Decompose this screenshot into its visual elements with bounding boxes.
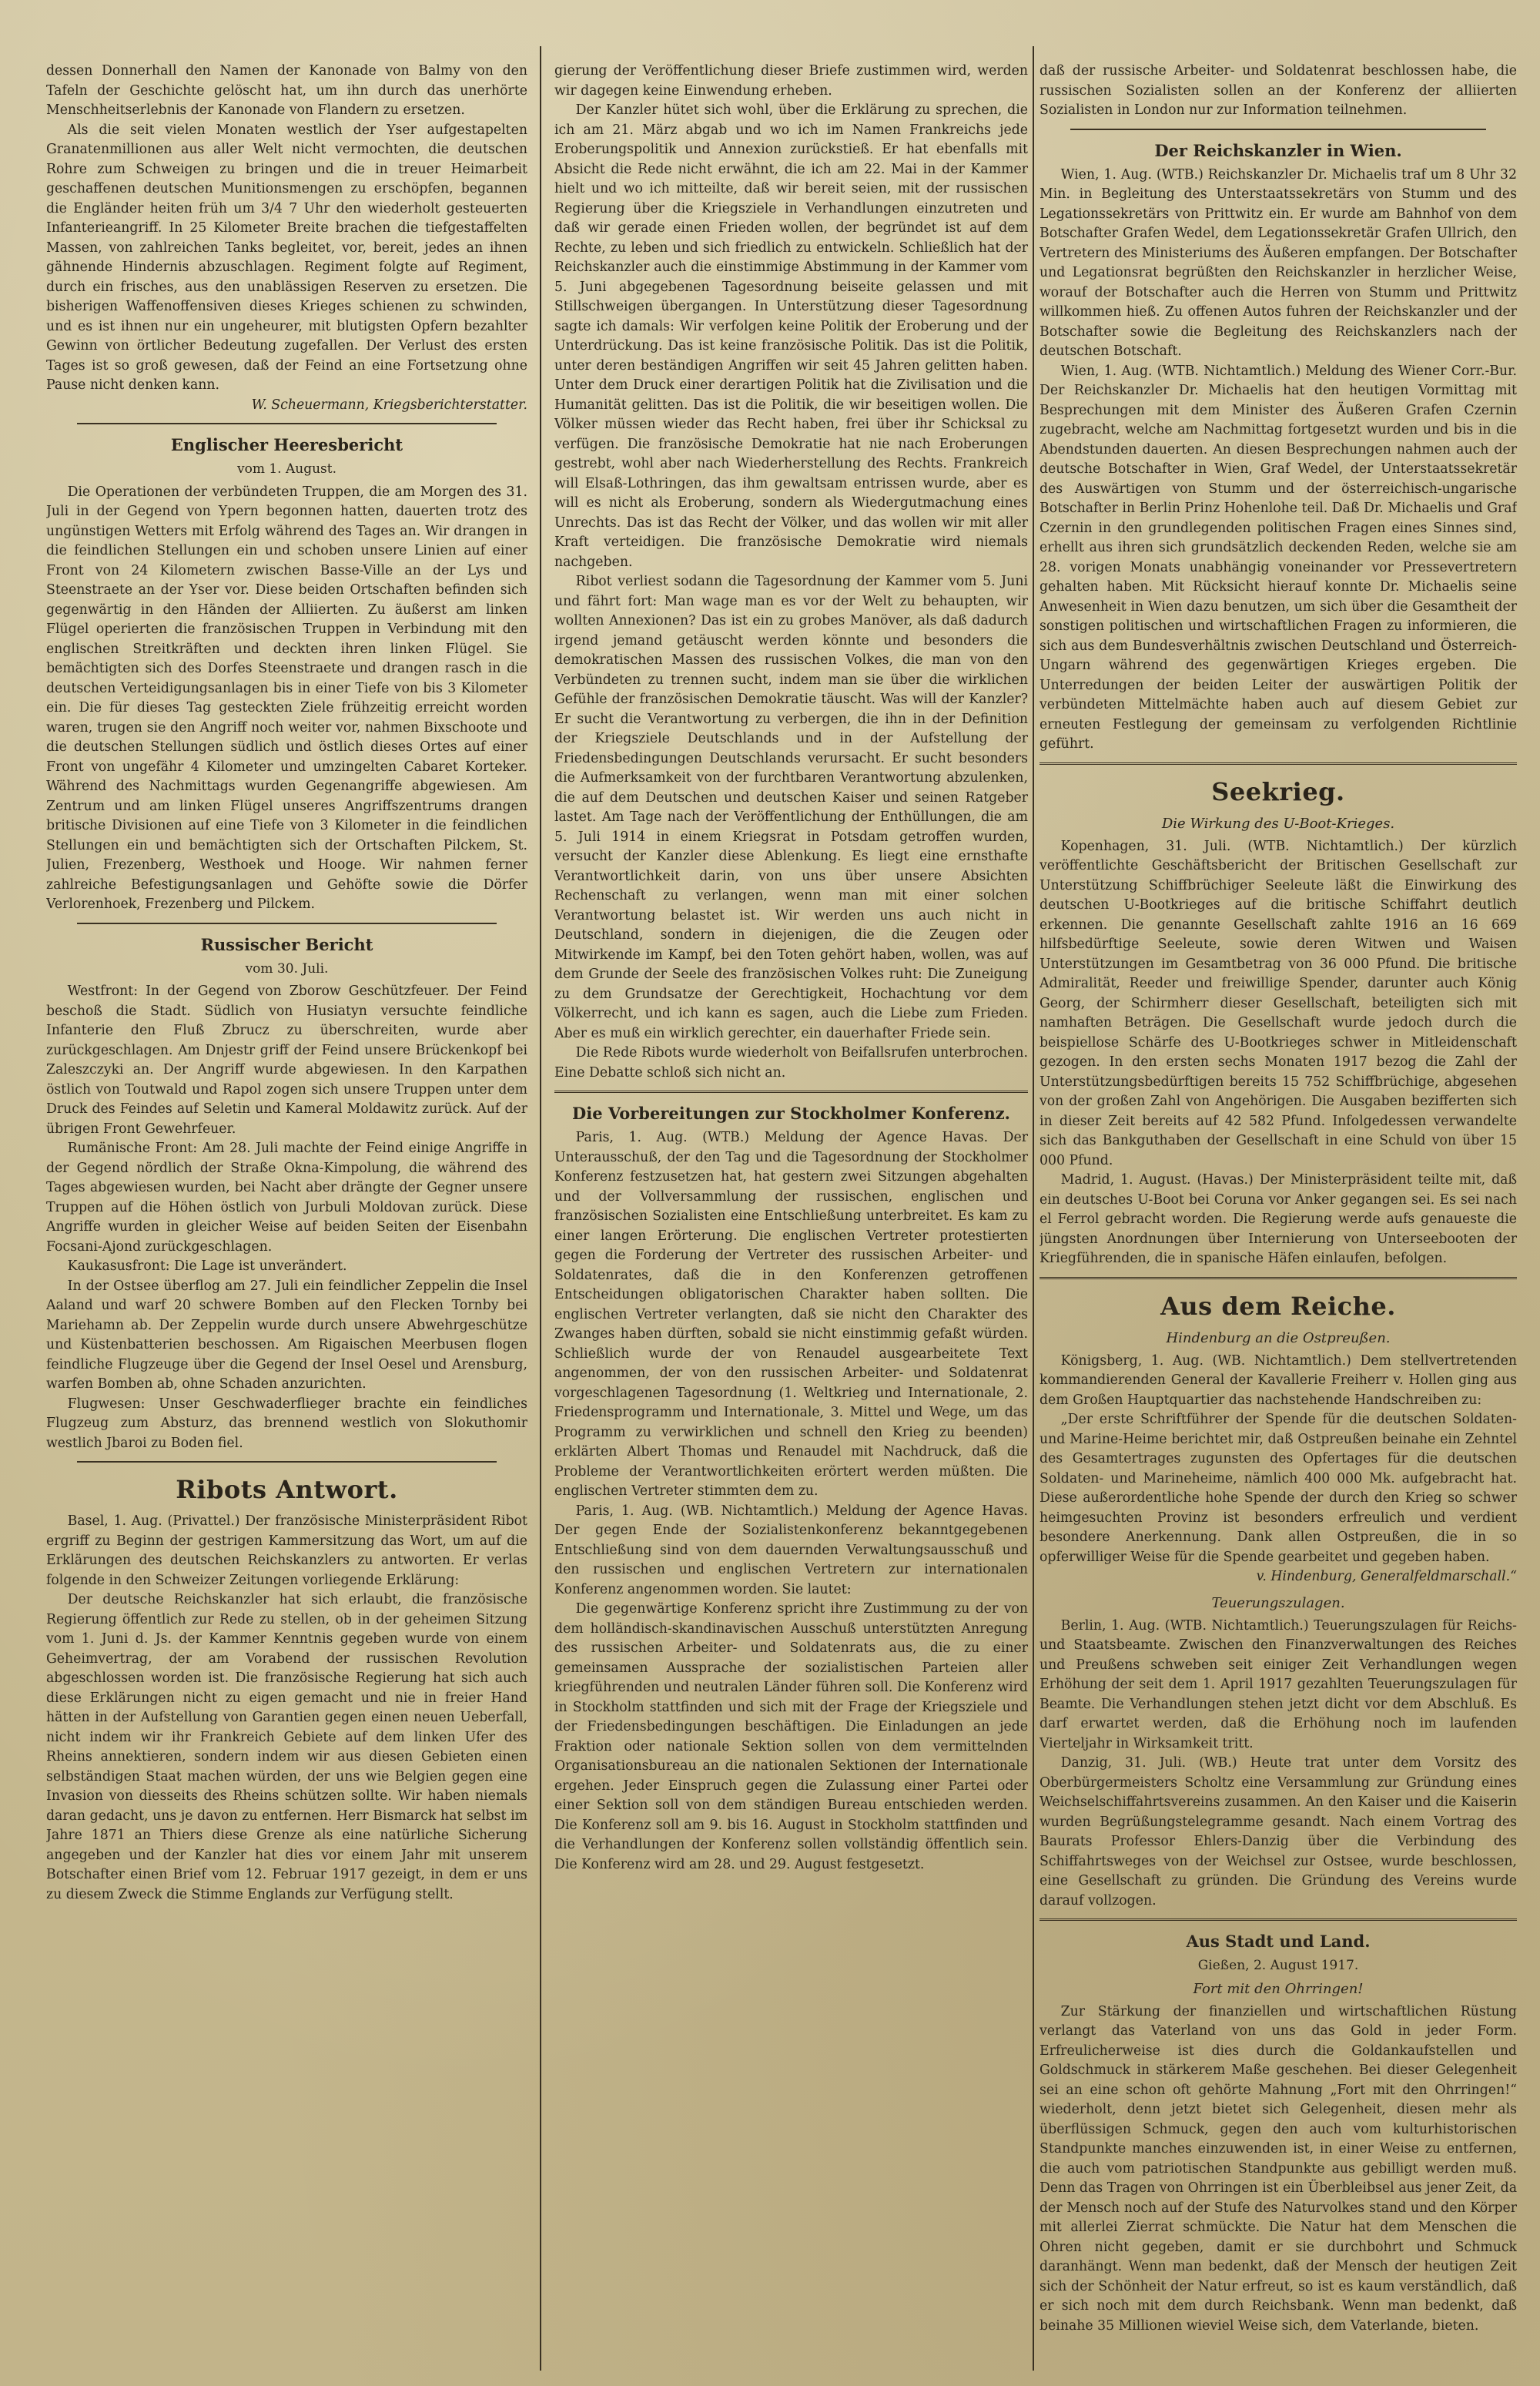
article-text: Basel, 1. Aug. (Privattel.) Der französische Ministerpräsident Ribot ergriff zu Beginn der gestrigen Kammersitzung das Wort, um auf die Erklärungen des deutschen Reichskanzlers zu antworten. Er verlas folgende in den Schweizer Zeitungen vorliegende Erklärung: bbox=[46, 1513, 527, 1588]
divider bbox=[554, 1091, 1028, 1093]
article-text: Kopenhagen, 31. Juli. (WTB. Nichtamtlich.) Der kürzlich veröffentlichte Geschäftsbericht der Britischen Gesellschaft zur Unterstützung Schiffbrüchiger Seeleute läßt die Einwirkung des deutschen U-Bootkrieges auf die britische Schiffahrt deutlich erkennen. Die genannte Gesellschaft zahlte 1916 an 16 669 hilfsbedürftige Seeleute, sowie deren Witwen und Waisen Unterstützungen im Gesamtbetrag von 36 000 Pfund. Die britische Admiralität, Reeder und freiwillige Spender, darunter auch König Georg, der Schirmherr dieser Gesellschaft, beteiligten sich mit namhaften Beträgen. Die Gesellschaft wurde jedoch durch die beispiellose Schärfe des U-Bootkrieges schwer in Mitleidenschaft gezogen. In den ersten sechs Monaten 1917 bezog die Zahl der Unterstützungsbedürftigen bereits 15 752 Schiffbrüchige, abgesehen von der großen Zahl von Angehörigen. Die Ausgaben bezifferten sich in dieser Zeit bereits auf 42 582 Pfund. Infolgedessen verwandelte sich das Bankguthaben der Gesellschaft in eine Schuld von über 15 000 Pfund. bbox=[1040, 838, 1517, 1168]
subheadline-uboat: Die Wirkung des U-Boot-Krieges. bbox=[1161, 815, 1395, 832]
column-rule bbox=[1033, 46, 1034, 2371]
report-date: vom 1. August. bbox=[236, 461, 336, 477]
article-text: Als die seit vielen Monaten westlich der Yser aufgestapelten Granatenmillionen aus aller Welt nicht vermochten, die deutschen Rohre zum Schweigen zu bringen und die in treuer Heimarbeit geschaffenen deutschen Munitionsmengen zu erschöpfen, begannen die Engländer heiten früh um 3/4 7 Uhr den wiederholt gesteuerten Infanterieangriff. In 25 Kilometer Breite brachen die tiefgestaffelten Massen, von zahlreichen Tanks begleitet, vor, bereit, jedes an ihnen gähnende Hindernis abzuschlagen. Regiment folgte auf Regiment, durch ein frisches, aus den unablässigen Reserven zu ersetzen. Die bisherigen Waffenoffensiven dieses Krieges schienen zu schwinden, und es ist ihnen nur ein ungeheurer, mit blutigsten Opfern bezahlter Gewinn von örtlicher Bedeutung zugefallen. Der Verlust des ersten Tages ist so groß gewesen, daß der Feind an eine Fortsetzung ohne Pause nicht denken kann. bbox=[46, 122, 527, 393]
article-text: Westfront: In der Gegend von Zborow Geschützfeuer. Der Feind beschoß die Stadt. Südlich von Husiatyn versuchte feindliche Infanterie den Fluß Zbrucz zu überschreiten, wurde aber zurückgeschlagen. Am Dnjestr griff der Feind unsere Brückenkopf bei Zaleszczyki an. Der Angriff wurde abgewiesen. In den Karpathen östlich von Toutwald und Rapol zogen sich unsere Truppen unter dem Druck des Feindes auf Seletin und Kameral Moldawitz zurück. Auf der übrigen Front Gewehrfeuer. bbox=[46, 984, 527, 1137]
article-text: Die Rede Ribots wurde wiederholt von Beifallsrufen unterbrochen. Eine Debatte schloß sich nicht an. bbox=[554, 1045, 1028, 1081]
article-text: Der deutsche Reichskanzler hat sich erlaubt, die französische Regierung öffentlich zur Rede zu stellen, ob in der geheimen Sitzung vom 1. Juni d. Js. der Kammer Kenntnis gegeben wurde von einem Geheimvertrag, der am Vorabend der russischen Revolution abgeschlossen worden ist. Die französische Regierung hat sich auch diese Erklärungen nicht zu eigen gemacht und nie in freier Hand hätten in der Aufstellung von Garantien gegen einen neuen Ueberfall, nicht indem wir ihr Frankreich Gebiete auf dem linken Ufer des Rheins annektieren, sondern indem wir aus diesen Gebieten einen selbständigen Staat machen würden, der uns wie Belgien gegen eine Invasion von diesseits des Rheins schützen sollte. Wir haben niemals daran gedacht, uns je davon zu entfernen. Herr Bismarck hat selbst im Jahre 1871 an Thiers diese Grenze als eine natürliche Sicherung angegeben und der Kanzler hat dies vor einem Jahr mit unserem Botschafter einen Brief vom 12. Februar 1917 gezeigt, in dem er uns zu diesem Zweck die Stimme Englands zur Verfügung stellt. bbox=[46, 1592, 527, 1902]
article-text: Paris, 1. Aug. (WB. Nichtamtlich.) Meldung der Agence Havas. Der gegen Ende der Sozialistenkonferenz bekanntgegebenen Entschließung sind von dem dauernden Verwaltungsausschuß und den russischen und englischen Vertretern zur internationalen Konferenz angenommen worden. Sie lautet: bbox=[554, 1503, 1028, 1597]
dateline: Gießen, 2. August 1917. bbox=[1197, 1958, 1359, 1973]
subheadline-earrings: Fort mit den Ohrringen! bbox=[1193, 1980, 1364, 1997]
article-text: dessen Donnerhall den Namen der Kanonade von Balmy von den Tafeln der Geschichte gelöscht hat, um ihn durch das unerhörte Menschheitserlebnis der Kanonade von Flandern zu ersetzen. bbox=[46, 63, 527, 118]
column-3 bbox=[1040, 62, 1517, 2372]
article-text: Der Kanzler hütet sich wohl, über die Erklärung zu sprechen, die ich am 21. März abgab und wo ich im Namen Frankreichs jede Eroberungspolitik und Annexion zurückstieß. Er hat ebenfalls mit Absicht die Rede nicht erwähnt, die ich am 22. Mai in der Kammer hielt und wo ich mitteilte, daß wir bereit seien, mit der russischen Regierung über die Kriegsziele in Verhandlungen einzutreten und daß wir gerade einen Frieden wollen, der begründet ist auf dem Rechte, zu leben und sich friedlich zu entwickeln. Schließlich hat der Reichskanzler auch die einstimmige Abstimmung in der Kammer vom 5. Juni abgegebenen Tagesordnung beiseite gelassen und mit Stillschweigen übergangen. In Unterstützung dieser Tagesordnung sagte ich damals: Wir verfolgen keine Politik der Eroberung und der Unterdrückung. Das ist keine französische Politik. Das ist die Politik, unter deren beständigen Angriffen wir seit 45 Jahren gelitten haben. Unter dem Druck einer derartigen Politik hat die Zivilisation und die Humanität gelitten. Das ist die Politik, die wir beseitigen wollen. Die Völker müssen wieder das Recht haben, frei über ihr Schicksal zu verfügen. Die französische Demokratie hat nie nach Eroberungen gestrebt, wohl aber nach Wiederherstellung des Rechts. Frankreich will Elsaß-Lothringen, das ihm gewaltsam entrissen wurde, aber es will es nicht als Eroberung, sondern als Wiedergutmachung eines Unrechts. Das ist das Recht der Völker, und das wollen wir mit aller Kraft verteidigen. Die französische Demokratie wird niemals nachgeben. bbox=[554, 102, 1028, 570]
byline: W. Scheuermann, Kriegsberichterstatter. bbox=[251, 397, 527, 413]
headline-ribot: Ribots Antwort. bbox=[176, 1475, 398, 1504]
article-text: Madrid, 1. August. (Havas.) Der Ministerpräsident teilte mit, daß ein deutsches U-Boot bei Coruna vor Anker gegangen sei. Es sei nach el Ferrol gebracht worden. Die Regierung werde aufs genaueste die jüngsten Anordnungen über Internierung von Unterseebooten der Kriegführenden, die in spanische Häfen einlaufen, befolgen. bbox=[1040, 1172, 1517, 1266]
article-text: Kaukasusfront: Die Lage ist unverändert. bbox=[67, 1258, 347, 1274]
article-text: Wien, 1. Aug. (WTB. Nichtamtlich.) Meldung des Wiener Corr.-Bur. Der Reichskanzler Dr. Michaelis hat den heutigen Vormittag mit Besprechungen mit dem Minister des Äußeren Grafen Czernin zugebracht, welche am Nachmittag fortgesetzt wurden und bis in die Abendstunden dauerten. An diesen Besprechungen nahmen auch der deutsche Botschafter in Wien, Graf Wedel, der Unterstaatssekretär des Auswärtigen von Stumm und der österreichisch-ungarische Botschafter in Berlin Prinz Hohenlohe teil. Daß Dr. Michaelis und Graf Czernin in den grundlegenden politischen Fragen eines Sinnes sind, erhellt aus ihren sich grundsätzlich deckenden Reden, welche sie am 28. vorigen Monats unabhängig voneinander vor Pressevertretern gehalten haben. Mit Rücksicht hierauf konnte Dr. Michaelis seine Anwesenheit in Wien dazu benutzen, um sich über die Gesamtheit der sonstigen politischen und wirtschaftlichen Fragen zu informieren, die sich aus dem Bundesverhältnis zwischen Deutschland und Österreich-Ungarn während des gegenwärtigen Krieges ergeben. Die Unterredungen der beiden Leiter der auswärtigen Politik der verbündeten Mittelmächte haben auch auf diesem Gebiet zur erneuten Festlegung der gemeinsam zu verfolgenden Richtlinie geführt. bbox=[1040, 363, 1517, 752]
signature: v. Hindenburg, Generalfeldmarschall.“ bbox=[1256, 1569, 1517, 1584]
article-text: Die gegenwärtige Konferenz spricht ihre Zustimmung zu der von dem holländisch-skandinavischen Ausschuß unterstützten Anregung des russischen Arbeiter- und Soldatenrats aus, die zu einer gemeinsamen Aussprache der sozialistischen Parteien aller kriegführenden und neutralen Länder führen soll. Die Konferenz wird in Stockholm stattfinden und sich mit der Frage der Kriegsziele und der Friedensbedingungen beschäftigen. Die Einladungen an jede Fraktion oder nationale Sektion sollen von dem vermittelnden Organisationsbureau an die nationalen Sektionen der Internationale ergehen. Jeder Einspruch gegen die Zulassung einer Partei oder einer Sektion soll von dem ständigen Bureau entschieden werden. Die Konferenz soll am 9. bis 16. August in Stockholm stattfinden und die Verhandlungen der Konferenz sollen vollständig öffentlich sein. Die Konferenz wird am 28. und 29. August festgesetzt. bbox=[554, 1601, 1028, 1872]
divider bbox=[1040, 1277, 1517, 1279]
divider bbox=[1040, 1919, 1517, 1921]
divider bbox=[1070, 129, 1486, 130]
headline-english-report: Englischer Heeresbericht bbox=[170, 435, 403, 454]
column-rule bbox=[540, 46, 541, 2371]
article-text: Königsberg, 1. Aug. (WB. Nichtamtlich.) Dem stellvertretenden kommandierenden General der Kavallerie Freiherr v. Hollen ging aus dem Großen Hauptquartier das nachstehende Handschreiben zu: bbox=[1040, 1352, 1517, 1408]
headline-chancellor-vienna: Der Reichskanzler in Wien. bbox=[1154, 140, 1402, 160]
article-text: In der Ostsee überflog am 27. Juli ein feindlicher Zeppelin die Insel Aaland und warf 20 schwere Bomben auf den Flecken Tornby bei Mariehamn ab. Der Zeppelin wurde durch unsere Abwehrgeschütze und Küstenbatterien beschossen. Am Rigaischen Meerbusen flogen feindliche Flugzeuge über die Gegend der Insel Oesel und Arensburg, warfen Bomben ab, ohne Schaden anzurichten. bbox=[46, 1278, 527, 1392]
article-text: Danzig, 31. Juli. (WB.) Heute trat unter dem Vorsitz des Oberbürgermeisters Scholtz eine Versammlung zur Gründung eines Weichselschiffahrtsvereins zusammen. An den Kaiser und die Kaiserin wurden Begrüßungstelegramme gesandt. Nach einem Vortrag des Baurats Professor Ehlers-Danzig über die Verbindung des Schiffahrtsweges von der Weichsel zur Ostsee, wurde beschlossen, eine Gesellschaft zu gründen. Die Gründung des Vereins wurde darauf vollzogen. bbox=[1040, 1755, 1517, 1908]
headline-stockholm: Die Vorbereitungen zur Stockholmer Konferenz. bbox=[572, 1104, 1010, 1123]
divider bbox=[77, 1461, 497, 1463]
column-2 bbox=[554, 62, 1028, 2372]
headline-city-and-country: Aus Stadt und Land. bbox=[1186, 1932, 1371, 1951]
article-text: Wien, 1. Aug. (WTB.) Reichskanzler Dr. Michaelis traf um 8 Uhr 32 Min. in Begleitung des Unterstaatssekretärs von Stumm und des Legationssekretärs von Prittwitz ein. Er wurde am Bahnhof von dem Botschafter Grafen Wedel, dem Legationssekretär Grafen Ullrich, den Vertretern des Ministeriums des Äußeren empfangen. Der Botschafter und Legationsrat begrüßten den Reichskanzler in herzlicher Weise, worauf der Botschafter auch die Herren von Stumm und Prittwitz willkommen hieß. Zu offenen Autos fuhren der Reichskanzler und der Botschafter sowie die Begleitung des Reichskanzlers nach der deutschen Botschaft. bbox=[1040, 166, 1517, 359]
headline-from-the-reich: Aus dem Reiche. bbox=[1160, 1291, 1396, 1321]
divider bbox=[77, 923, 497, 924]
article-text: „Der erste Schriftführer der Spende für die deutschen Soldaten- und Marine-Heime berichtet mir, daß Ostpreußen beinahe ein Zehntel des Gesamtertrages zugunsten des Opfertages für die deutschen Soldaten- und Marineheime, nämlich 400 000 Mk. aufgebracht hat. Diese außerordentliche hohe Spende der durch den Krieg so schwer heimgesuchten Provinz ist besonders erfreulich und verdient besondere Anerkennung. Dank allen Ostpreußen, die in so opferwilliger Weise für die Spende gearbeitet und gegeben haben. bbox=[1040, 1412, 1517, 1565]
article-text: Rumänische Front: Am 28. Juli machte der Feind einige Angriffe in der Gegend nördlich der Straße Okna-Kimpolung, die während des Tages abgewiesen wurden, bei Nacht aber drängte der Gegner unsere Truppen auf die Höhen östlich von Jurbuli Moldovan zurück. Diese Angriffe wurden in gleicher Weise auf beiden Seiten der Eisenbahn Focsani-Ajond zurückgeschlagen. bbox=[46, 1141, 527, 1255]
subheadline-hindenburg: Hindenburg an die Ostpreußen. bbox=[1166, 1329, 1391, 1346]
article-text: gierung der Veröffentlichung dieser Briefe zustimmen wird, werden wir dagegen keine Einwendung erheben. bbox=[554, 63, 1028, 99]
divider bbox=[1040, 762, 1517, 765]
column-1 bbox=[46, 62, 527, 2372]
article-text: Ribot verliest sodann die Tagesordnung der Kammer vom 5. Juni und fährt fort: Man wage man es vor der Welt zu behaupten, wir wollten Annexionen? Das ist ein zu grobes Manöver, als daß dadurch irgend jemand getäuscht werden könnte und besonders die demokratischen Massen des russischen Volkes, die man von den Verbündeten zu trennen sucht, indem man sie über die wirklichen Gefühle der französischen Demokratie täuscht. Was will der Kanzler? Er sucht die Verantwortung zu verbergen, die ihn in der Definition der Kriegsziele Deutschlands und in der Aufstellung der Friedensbedingungen Deutschlands verursacht. Er sucht besonders die Aufmerksamkeit von der furchtbaren Verantwortung abzulenken, die auf dem Deutschen und deutschen Kaiser und seinen Ratgeber lastet. Am Tage nach der Veröffentlichung der Enthüllungen, die am 5. Juli 1914 in einem Kriegsrat in Potsdam getroffen wurden, versucht der Kanzler diese Ablenkung. Es liegt eine ernsthafte Verantwortlichkeit darin, von uns über unsere Absichten Rechenschaft zu verlangen, wenn man mit einer solchen Verantwortung belastet ist. Wir werden uns auch nicht in Deutschland, sondern in diejenigen, die die Zeugen oder Mitwirkende im Kampf, bei den Toten gehört haben, wollen, was auf dem Grunde der Seele des französischen Volkes ruht: Die Zuneigung zu dem Grundsatze der Gerechtigkeit, Hochachtung vor dem Völkerrecht, und ich kann es sagen, auch die Liebe zum Frieden. Aber es muß ein wirklich gerechter, ein dauerhafter Friede sein. bbox=[554, 574, 1028, 1041]
headline-naval-war: Seekrieg. bbox=[1211, 776, 1345, 806]
article-text: Die Operationen der verbündeten Truppen, die am Morgen des 31. Juli in der Gegend von Ypern begonnen hatten, dauerten trotz des ungünstigen Wetters mit Erfolg während des Tages an. Wir drangen in die feindlichen Stellungen ein und schoben unsere Linien auf einer Front von 24 Kilometern zwischen Basse-Ville an der Lys und Steenstraete an der Yser vor. Diese beiden Ortschaften befinden sich gegenwärtig in den Händen der Alliierten. Zu äußerst am linken Flügel operierten die französischen Truppen in Verbindung mit den englischen Streitkräften und deckten ihren linken Flügel. Sie bemächtigten sich des Dorfes Steenstraete und drangen rasch in die deutschen Verteidigungsanlagen bis in einer Tiefe von bis 3 Kilometer ein. Die für dieses Tag gesteckten Ziele frühzeitig erreicht worden waren, trugen sie den Angriff noch weiter vor, nahmen Bixschoote und die deutschen Stellungen südlich und östlich dieses Ortes auf einer Front von ungefähr 4 Kilometer und umzingelten Cabaret Korteker. Während des Nachmittags wurden Gegenangriffe abgewiesen. Am Zentrum und am linken Flügel unseres Angriffszentrums drangen britische Divisionen auf eine Tiefe von 3 Kilometer in die feindlichen Stellungen ein und bemächtigten sich der Ortschaften Pilckem, St. Julien, Frezenberg, Westhoek und Hooge. Wir nahmen ferner zahlreiche Befestigungsanlagen und Gehöfte sowie die Dörfer Verlorenhoek, Frezenberg und Pilckem. bbox=[46, 484, 527, 912]
article-text: daß der russische Arbeiter- und Soldatenrat beschlossen habe, die russischen Sozialisten sollen an der Konferenz der alliierten Sozialisten in London nur zur Information teilnehmen. bbox=[1040, 63, 1517, 118]
article-text: Paris, 1. Aug. (WTB.) Meldung der Agence Havas. Der Unterausschuß, der den Tag und die Tagesordnung der Stockholmer Konferenz festzusetzen hat, hat gestern zwei Sitzungen abgehalten und der Vollversammlung der russischen, englischen und französischen Sozialisten eine Entschließung unterbreitet. Es kam zu einer langen Erörterung. Die englischen Vertreter protestierten gegen die Forderung der Vertreter des russischen Arbeiter- und Soldatenrates, daß die in den Konferenzen getroffenen Entscheidungen obligatorischen Charakter haben sollten. Die englischen Vertreter verlangten, daß sie nicht den Charakter des Zwanges haben dürften, sobald sie nicht einstimmig gefaßt würden. Schließlich wurde der von Renaudel ausgearbeitete Text angenommen, der von den russischen Arbeiter- und Soldatenrat vorgeschlagenen Tagesordnung (1. Weltkrieg und Internationale, 2. Friedensprogramm und Internationale, 3. Mittel und Wege, um das Programm zu verwirklichen und schnell den Krieg zu beenden) erklärten Albert Thomas und Renaudel mit Nachdruck, daß die Probleme der Verantwortlichkeiten erörtert werden müßten. Die englischen Vertreter stimmten dem zu. bbox=[554, 1130, 1028, 1499]
report-date: vom 30. Juli. bbox=[245, 960, 329, 977]
article-text: Flugwesen: Unser Geschwaderflieger brachte ein feindliches Flugzeug zum Absturz, das brennend westlich von Slokuthomir westlich Jbaroi zu Boden fiel. bbox=[46, 1396, 527, 1451]
headline-russian-report: Russischer Bericht bbox=[200, 934, 373, 954]
subheadline-cost-of-living: Teuerungszulagen. bbox=[1211, 1594, 1345, 1611]
article-text: Berlin, 1. Aug. (WTB. Nichtamtlich.) Teuerungszulagen für Reichs- und Staatsbeamte. Zwischen den Finanzverwaltungen des Reiches und Preußens schweben seit einiger Zeit Verhandlungen wegen Erhöhung der seit dem 1. April 1917 gezahlten Teuerungszulagen für Beamte. Die Verhandlungen stehen jetzt dicht vor dem Abschluß. Es darf erwartet werden, daß die Erhöhung noch im laufenden Vierteljahr in Wirksamkeit tritt. bbox=[1040, 1617, 1517, 1751]
divider bbox=[77, 423, 497, 424]
article-text: Zur Stärkung der finanziellen und wirtschaftlichen Rüstung verlangt das Vaterland von uns das Gold in jeder Form. Erfreulicherweise ist dies durch die Goldankaufstellen und Goldschmuck in stärkerem Maße geschehen. Bei dieser Gelegenheit sei an eine schon oft gehörte Mahnung „Fort mit den Ohrringen!“ wiederholt, denn jetzt bietet sich Gelegenheit, diesen mehr als überflüssigen Schmuck, gegen den auch vom kulturhistorischen Standpunkte manches einzuwenden ist, in einer Weise zu entfernen, die auch vom patriotischen Standpunkte aus gebilligt werden muß. Denn das Tragen von Ohrringen ist ein Überbleibsel aus jener Zeit, da der Mensch noch auf der Stufe des Naturvolkes stand und den Körper mit allerlei Zierrat schmückte. Die Natur hat dem Menschen die Ohren nicht gegeben, damit er sie durchbohrt und Schmuck daranhängt. Wenn man bedenkt, daß der Mensch der heutigen Zeit sich der Schönheit der Natur erfreut, so ist es kaum verständlich, daß er sich noch mit dem durch Reichsbank. Wenn man bedenkt, daß beinahe 35 Millionen wieviel Weise sich, dem Vaterlande, bieten. bbox=[1040, 2003, 1517, 2334]
